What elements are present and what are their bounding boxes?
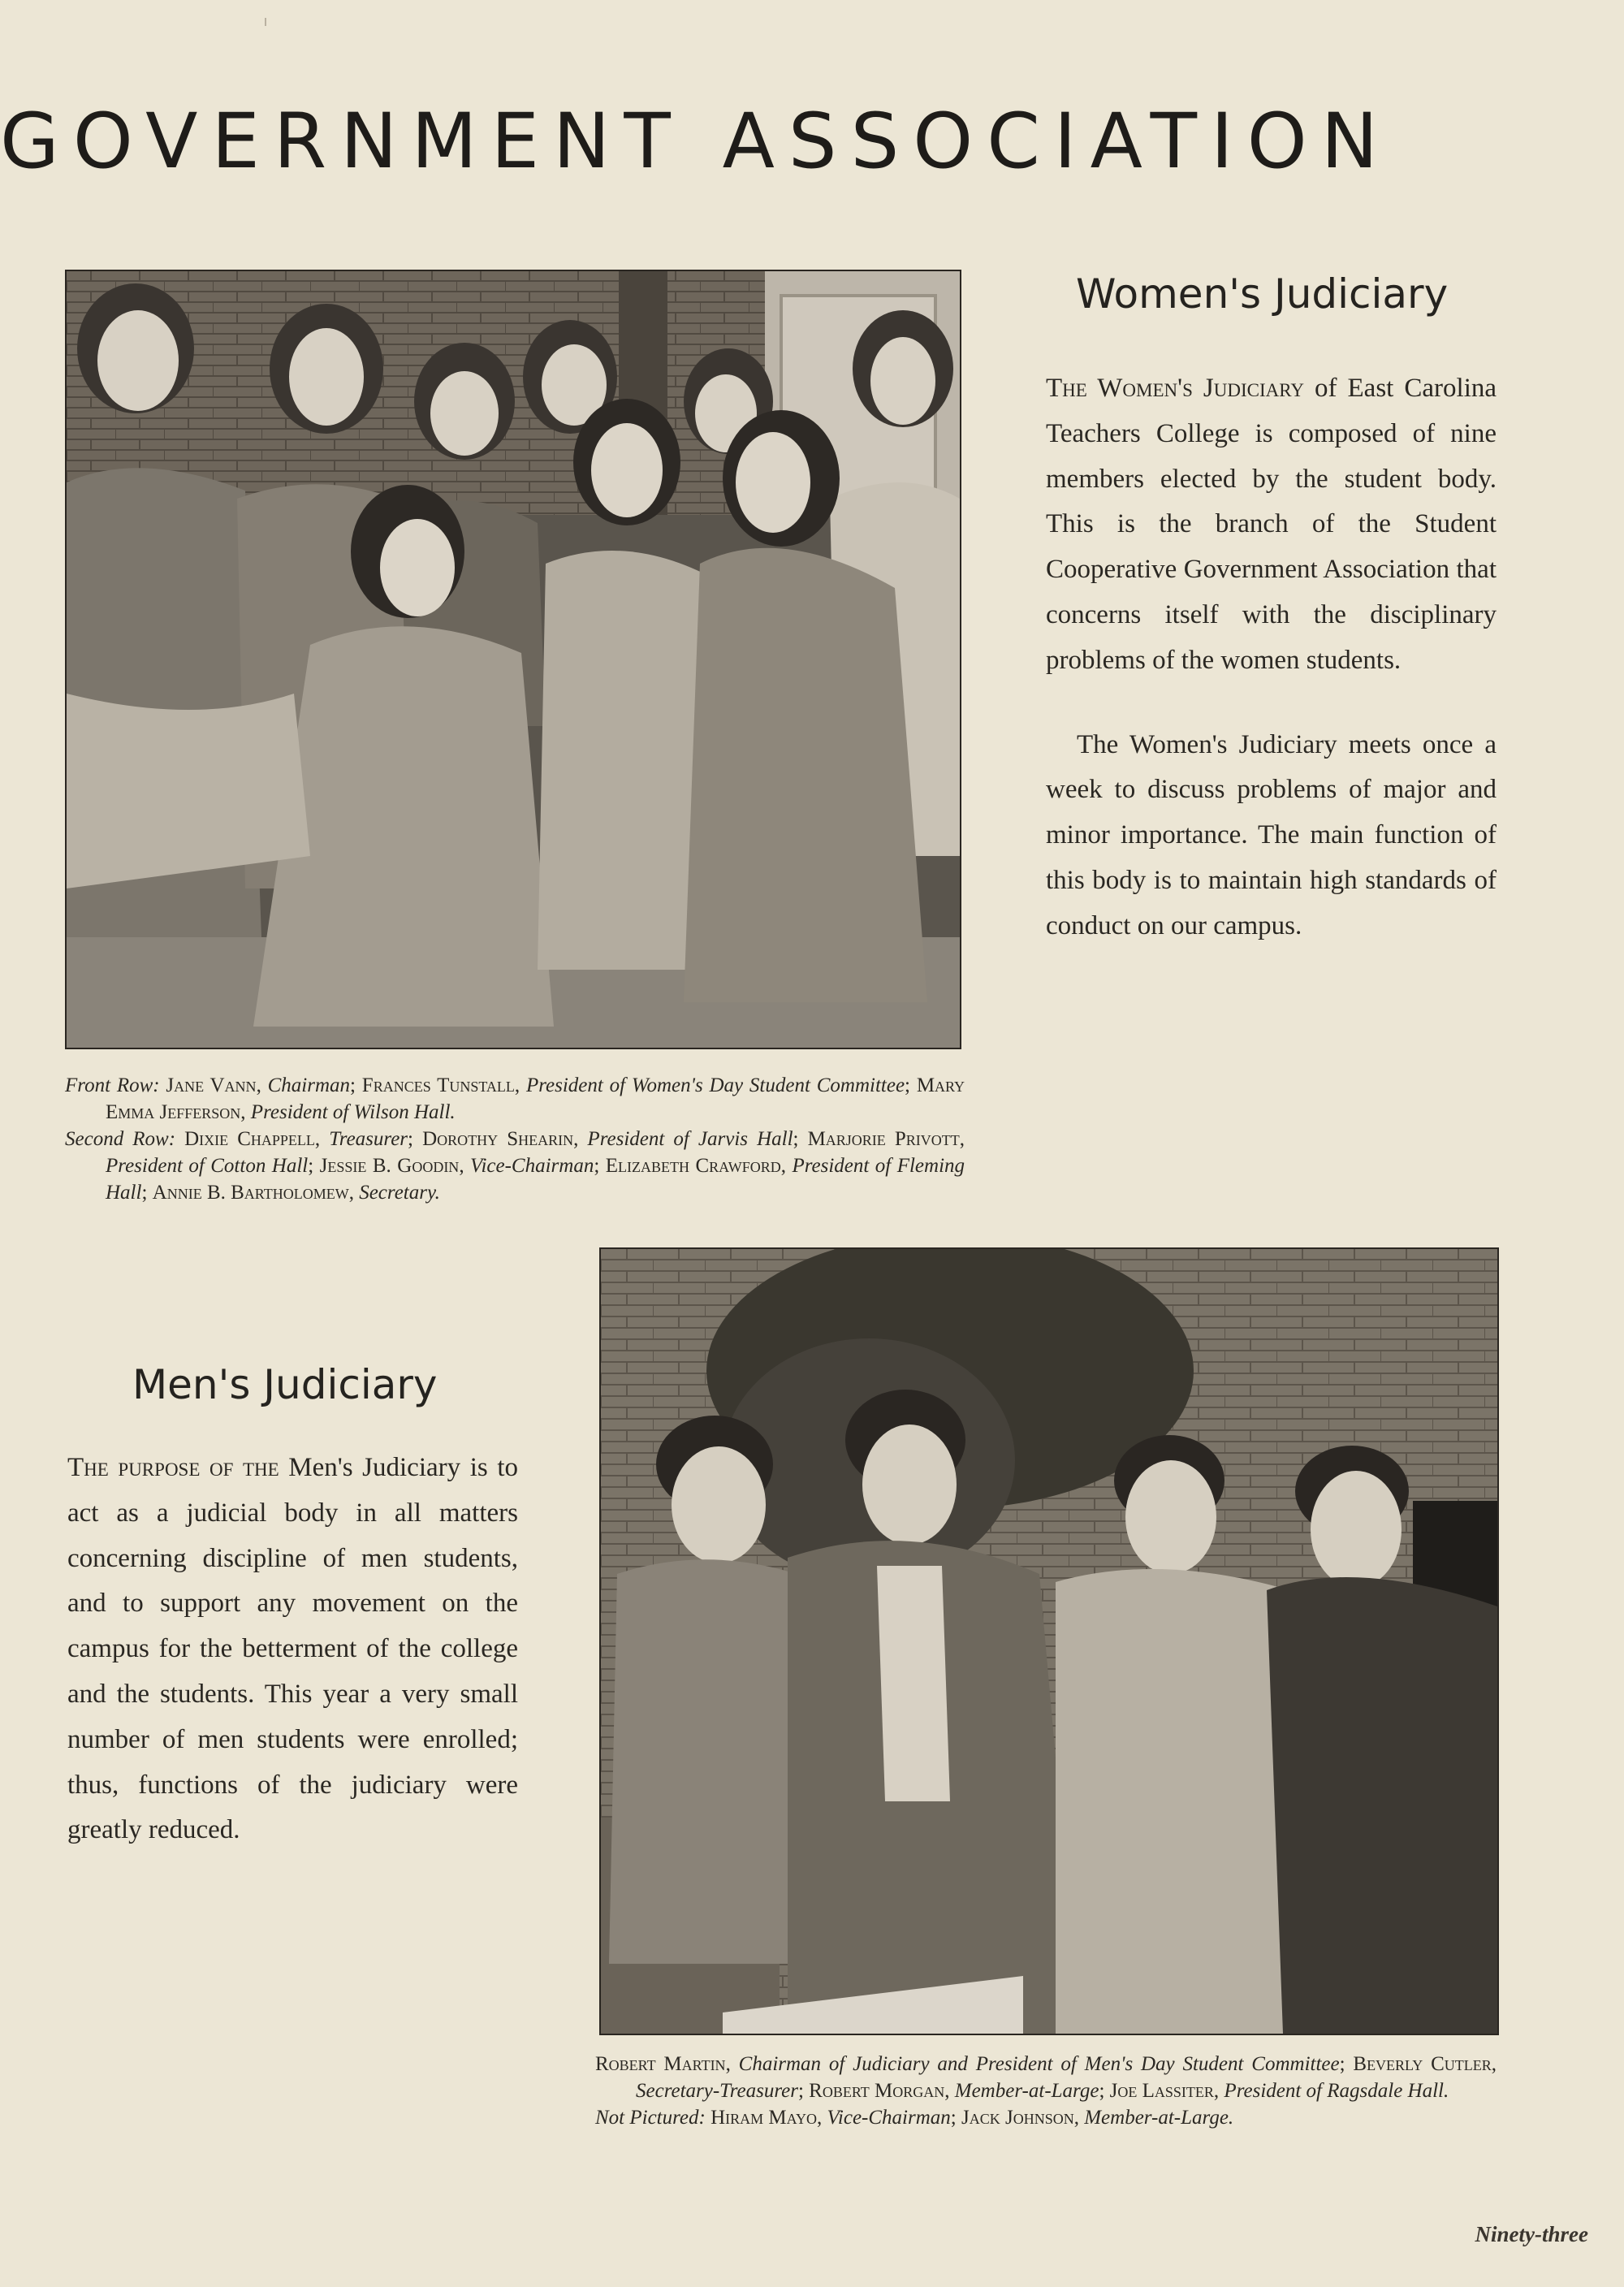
member-role: Secretary-Treasurer bbox=[636, 2080, 798, 2102]
womens-judiciary-heading: Women's Judiciary bbox=[1076, 270, 1449, 318]
member-role: President of Cotton Hall bbox=[106, 1155, 309, 1177]
mens-paragraph-1 bbox=[67, 1446, 518, 1853]
mens-judiciary-text bbox=[67, 1446, 518, 1853]
member-role: Vice-Chairman bbox=[827, 2107, 951, 2129]
row-label: Front Row: bbox=[65, 1074, 160, 1096]
member-role: Secretary. bbox=[359, 1182, 440, 1204]
member-name: Dorothy Shearin bbox=[422, 1128, 574, 1150]
member-name: Dixie Chappell bbox=[184, 1128, 315, 1150]
member-name: Marjorie Privott bbox=[807, 1128, 960, 1150]
page-number: Ninety-three bbox=[1475, 2222, 1588, 2246]
caption-not-pictured: Not Pictured: Hiram Mayo, Vice-Chairman; Jack Johnson, Member-at-Large. bbox=[595, 2107, 1234, 2129]
member-name: Robert Morgan bbox=[809, 2080, 945, 2102]
member-role: Member-at-Large bbox=[954, 2080, 1099, 2102]
member-name: Jessie B. Goodin bbox=[319, 1155, 460, 1177]
member-role: President of Wilson Hall. bbox=[250, 1101, 456, 1123]
member-name: Joe Lassiter bbox=[1109, 2080, 1214, 2102]
member-role: President of Women's Day Student Committee bbox=[525, 1074, 905, 1096]
member-role: Vice-Chairman bbox=[470, 1155, 594, 1177]
member-role: Chairman of Judiciary and President of Men's Day Student Committee bbox=[738, 2053, 1340, 2075]
not-pictured-label: Not Pictured: bbox=[595, 2107, 706, 2129]
member-name: Hiram Mayo bbox=[710, 2107, 817, 2129]
womens-lead-words: The Women's Judiciary bbox=[1046, 374, 1304, 403]
mens-judiciary-photo bbox=[599, 1247, 1499, 2035]
member-name: Elizabeth Crawford bbox=[605, 1155, 781, 1177]
mens-judiciary-heading: Men's Judiciary bbox=[132, 1361, 438, 1408]
member-name: Jane Vann bbox=[166, 1074, 257, 1096]
member-role: President of Ragsdale Hall. bbox=[1224, 2080, 1449, 2102]
page-title: GOVERNMENT ASSOCIATION bbox=[0, 97, 1393, 186]
mens-paragraph-1-text: Men's Judiciary is to act as a judicial body in all matters concerning discipline of men students, and to support any movement on the campus for the betterment of the college and the students. This year a very small number of men students were enrolled; thus, functions of the judiciary were greatly reduced. bbox=[67, 1453, 518, 1845]
member-role: Chairman bbox=[267, 1074, 351, 1096]
member-name: Frances Tunstall bbox=[361, 1074, 515, 1096]
mens-photo-caption bbox=[595, 2051, 1497, 2131]
member-name: Jack Johnson bbox=[961, 2107, 1074, 2129]
row-label: Second Row: bbox=[65, 1128, 176, 1150]
member-role: Member-at-Large. bbox=[1084, 2107, 1234, 2129]
member-name: Robert Martin bbox=[595, 2053, 726, 2075]
womens-paragraph-1-text: of East Carolina Teachers College is composed of nine members elected by the student body. This is the branch of the Student Cooperative Government Association that concerns itself with the disciplinary problems of the women students. bbox=[1046, 374, 1497, 675]
womens-paragraph-2: The Women's Judiciary meets once a week to discuss problems of major and minor importance. The main function of this body is to maintain high standards of conduct on our campus. bbox=[1046, 729, 1497, 940]
member-name: Annie B. Bartholomew bbox=[152, 1182, 349, 1204]
scan-mark bbox=[265, 18, 266, 26]
mens-lead-words: The purpose of the bbox=[67, 1453, 279, 1482]
womens-photo-caption bbox=[65, 1072, 965, 1206]
womens-judiciary-text bbox=[1046, 366, 1497, 949]
member-name: Beverly Cutler bbox=[1353, 2053, 1492, 2075]
member-role: President of Fleming Hall bbox=[106, 1155, 965, 1204]
member-role: President of Jarvis Hall bbox=[587, 1128, 793, 1150]
womens-paragraph-1 bbox=[1046, 366, 1497, 684]
caption-front-row: Front Row: Jane Vann, Chairman; Frances Tunstall, President of Women's Day Student Committee; Mary Emma Jefferson, President of Wilson Hall. bbox=[65, 1074, 965, 1123]
caption-second-row: Second Row: Dixie Chappell, Treasurer; Dorothy Shearin, President of Jarvis Hall; Marjorie Privott, President of Cotton Hall; Jessie B. Goodin, Vice-Chairman; Elizabeth Crawford, President of Fleming Hall; Annie B. Bartholomew, Secretary. bbox=[65, 1128, 965, 1204]
member-name: Mary Emma Jefferson bbox=[106, 1074, 965, 1123]
member-role: Treasurer bbox=[329, 1128, 408, 1150]
caption-pictured: Robert Martin, Chairman of Judiciary and President of Men's Day Student Committee; Beverly Cutler, Secretary-Treasurer; Robert Morgan, Member-at-Large; Joe Lassiter, President of Ragsdale Hall. bbox=[595, 2053, 1497, 2102]
womens-judiciary-photo bbox=[65, 270, 961, 1049]
